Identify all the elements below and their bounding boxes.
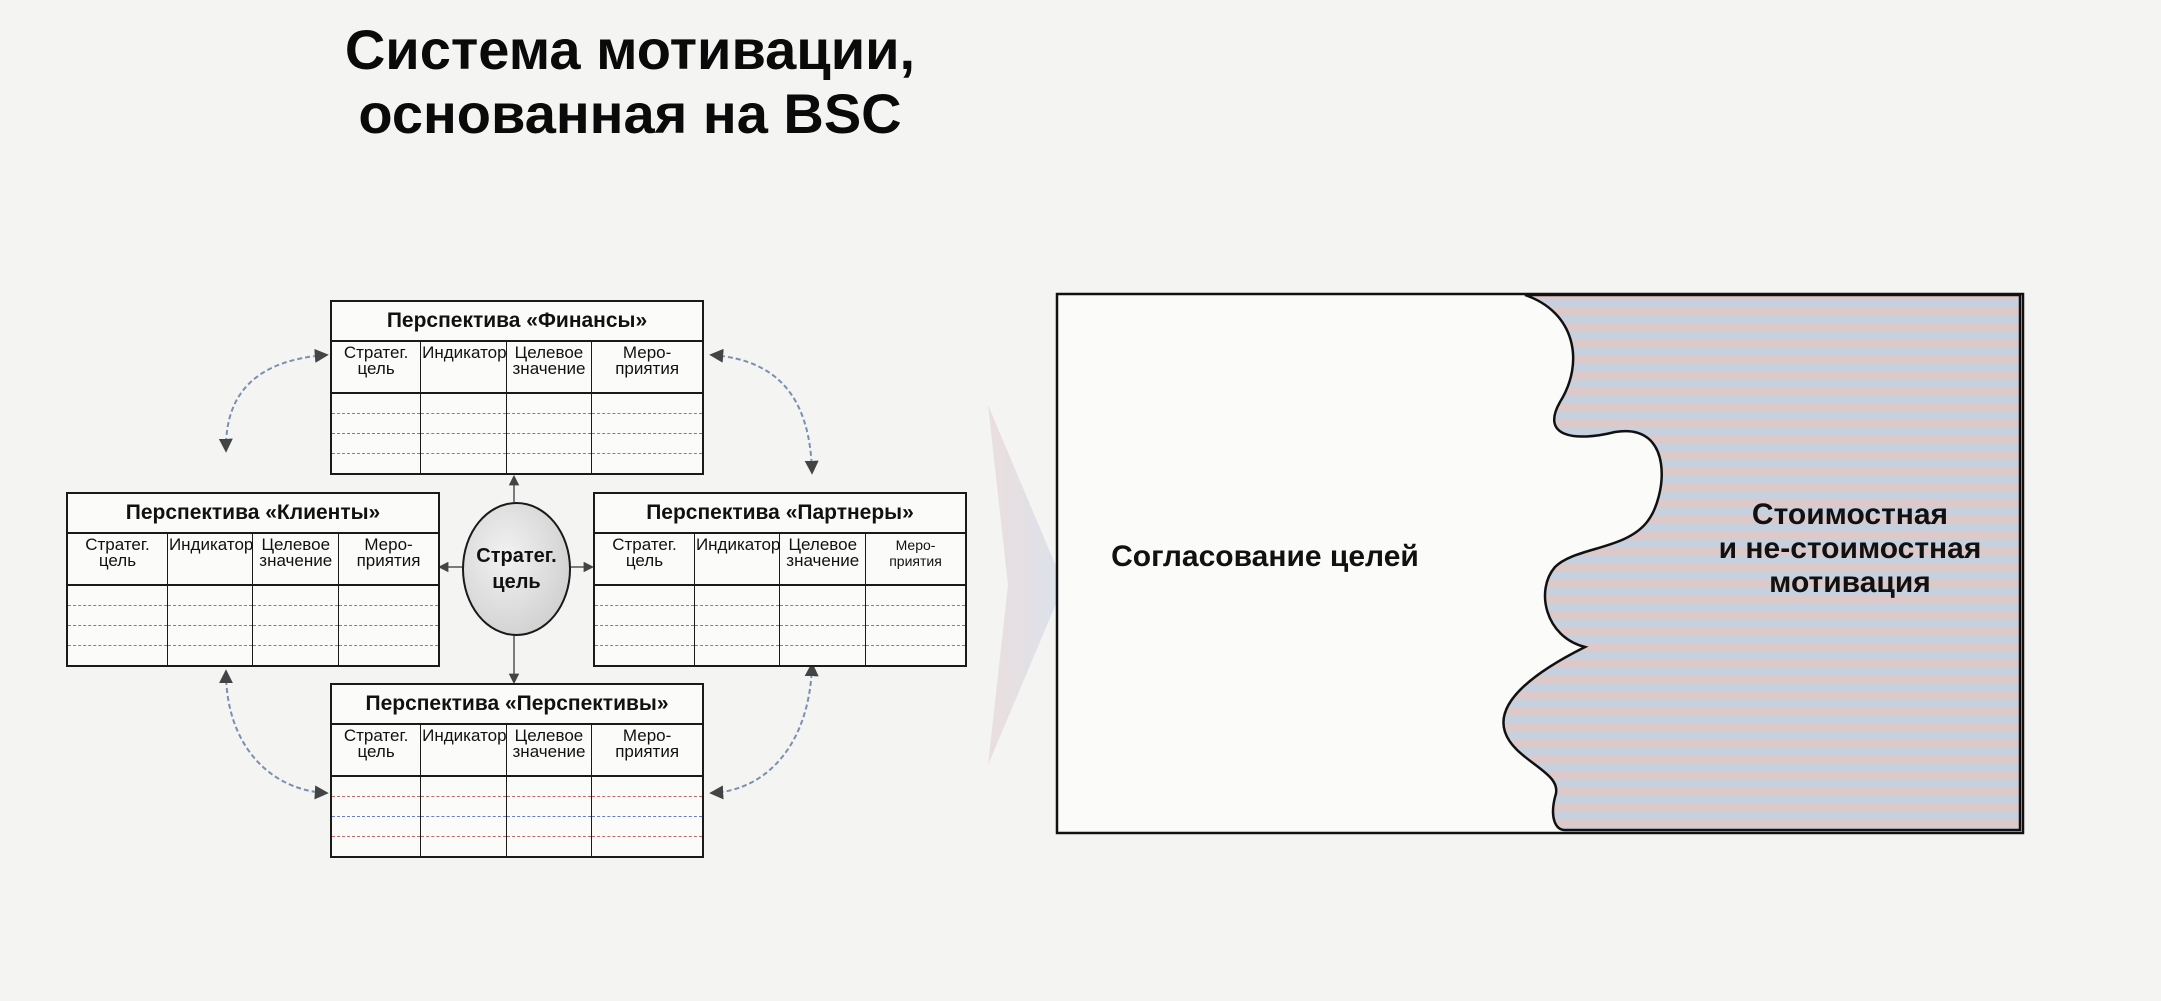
perspective-title: Перспектива «Финансы» [332, 302, 702, 342]
strategic-goal-center [462, 502, 571, 636]
perspective-title: Перспектива «Перспективы» [332, 685, 702, 725]
col-actions: Меро- приятия [866, 534, 965, 585]
col-goal: Стратег. цель [332, 342, 421, 393]
col-goal: Стратег. цель [68, 534, 167, 585]
col-actions: Меро- приятия [339, 534, 438, 585]
col-actions: Меро- приятия [592, 725, 702, 776]
arrow-finance-clients [226, 355, 326, 450]
col-target: Целевое значение [506, 342, 592, 393]
arrow-clients-prospects [226, 672, 326, 793]
col-indicator: Индикатор [167, 534, 253, 585]
perspective-title: Перспектива «Партнеры» [595, 494, 965, 534]
center-line-2: цель [492, 571, 541, 593]
perspective-finance [330, 300, 704, 475]
perspective-title: Перспектива «Клиенты» [68, 494, 438, 534]
perspective-table [595, 534, 965, 665]
puzzle-left-label: Согласование целей [1111, 540, 1419, 573]
col-target: Целевое значение [506, 725, 592, 776]
col-indicator: Индикатор [421, 725, 507, 776]
perspective-table [68, 534, 438, 665]
col-target: Целевое значение [253, 534, 339, 585]
puzzle-right-label: Стоимостная и не-стоимостная мотивация [1718, 498, 1982, 599]
perspective-clients [66, 492, 440, 667]
col-actions: Меро- приятия [592, 342, 702, 393]
perspective-table [332, 342, 702, 473]
title-line-2: основанная на BSC [358, 82, 902, 145]
col-indicator: Индикатор [694, 534, 780, 585]
arrow-partners-prospects [712, 665, 812, 793]
perspective-table [332, 725, 702, 856]
col-goal: Стратег. цель [595, 534, 694, 585]
col-goal: Стратег. цель [332, 725, 421, 776]
perspective-prospects [330, 683, 704, 858]
center-line-1: Стратег. [476, 545, 557, 567]
col-target: Целевое значение [780, 534, 866, 585]
col-indicator: Индикатор [421, 342, 507, 393]
perspective-partners [593, 492, 967, 667]
title-line-1: Система мотивации, [344, 18, 916, 81]
arrow-finance-partners [712, 355, 812, 472]
